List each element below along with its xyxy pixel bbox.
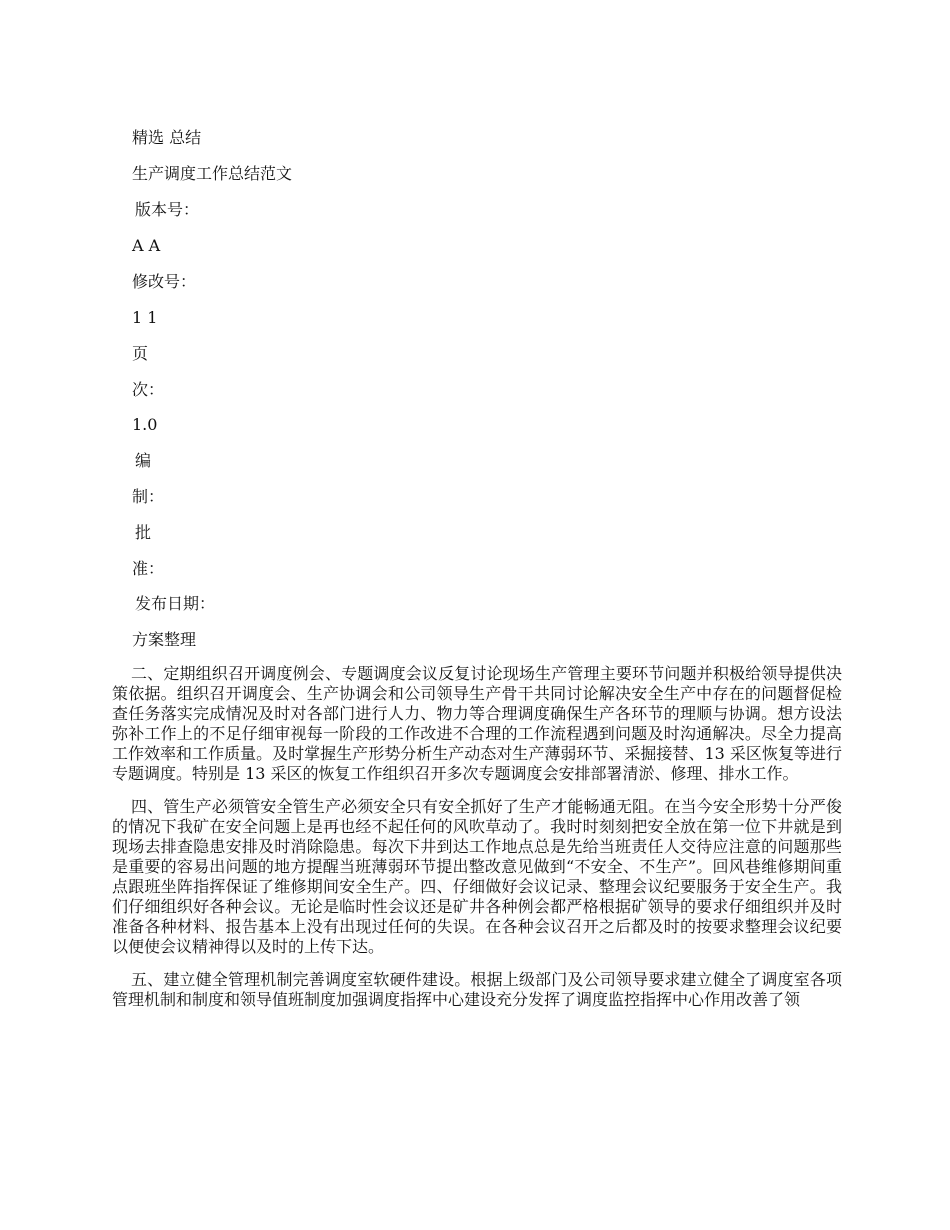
document-title: 生产调度工作总结范文 [132,164,293,183]
approver-label-line1: 批 [135,523,152,542]
paragraph-4: 四、管生产必须管安全管生产必须安全只有安全抓好了生产才能畅通无阻。在当今安全形势十分严俊的情况下我矿在安全问题上是再也经不起任何的风吹草动了。我时时刻刻把安全放在第一位下井就是到现场去排查隐患安排及时消除隐患。每次下井到达工作地点总是先给当班责任人交待应注意的问题那些是重要的容易出问题的地方提醒当班薄弱环节提出整改意见做到“不安全、不生产”。回风巷维修期间重点跟班坐阵指挥保证了维修期间安全生产。四、仔细做好会议记录、整理会议纪要服务于安全生产。我们仔细组织好各种会议。无论是临时性会议还是矿井各种例会都严格根据矿领导的要求仔细组织并及时准备各种材料、报告基本上没有出现过任何的失误。在各种会议召开之后都及时的按要求整理会议纪要以便使会议精神得以及时的上传下达。 [112,797,842,956]
paragraph-2: 二、定期组织召开调度例会、专题调度会议反复讨论现场生产管理主要环节问题并积极给领导提供决策依据。组织召开调度会、生产协调会和公司领导生产骨干共同讨论解决安全生产中存在的问题督促检查任务落实完成情况及时对各部门进行人力、物力等合理调度确保生产各环节的理顺与协调。想方设法弥补工作上的不足仔细审视每一阶段的工作改进不合理的工作流程遇到问题及时沟通解决。尽全力提高工作效率和工作质量。及时掌握生产形势分析生产动态对生产薄弱环节、采掘接替、13 采区恢复等进行专题调度。特别是 13 采区的恢复工作组织召开多次专题调度会安排部署清淤、修理、排水工作。 [112,664,842,783]
revision-value: 1 1 [132,308,158,327]
page-count-label-line1: 页 [132,344,149,363]
page-count-value: 1.0 [132,415,158,434]
document-category: 精选 总结 [132,128,202,147]
document-body [112,664,842,1023]
version-value: A A [132,236,161,255]
page-count-label-line2: 次： [132,380,165,399]
revision-label: 修改号： [132,272,197,291]
release-date-label: 发布日期： [135,594,216,613]
editor-label-line2: 制： [132,487,165,506]
footer-note: 方案整理 [132,630,197,649]
approver-label-line2: 准： [132,559,165,578]
version-label: 版本号： [135,200,200,219]
editor-label-line1: 编 [135,451,152,470]
paragraph-5: 五、建立健全管理机制完善调度室软硬件建设。根据上级部门及公司领导要求建立健全了调度室各项管理机制和制度和领导值班制度加强调度指挥中心建设充分发挥了调度监控指挥中心作用改善了领 [112,970,842,1009]
